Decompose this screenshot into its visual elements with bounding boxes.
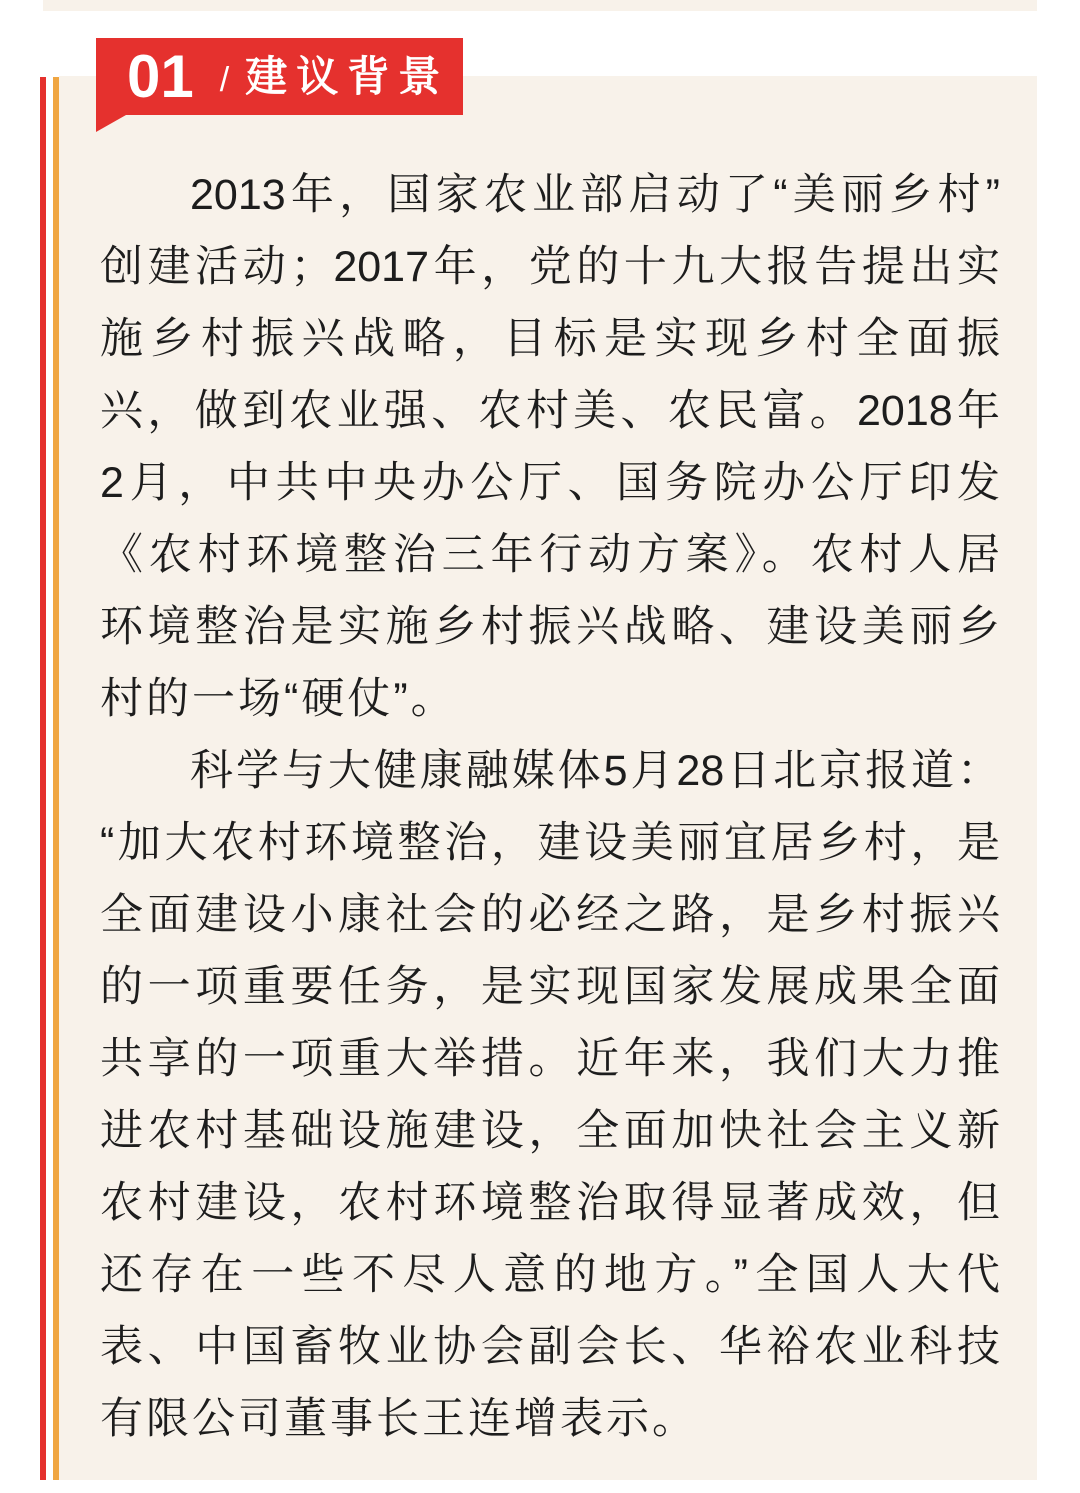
paragraph-line: 村的一场“硬仗”。 [100, 675, 457, 723]
paragraph-line: 《农村环境整治三年行动方案》。农村人居 [100, 531, 1000, 579]
left-accent-line-red [40, 77, 46, 1480]
previous-section-panel-edge [43, 0, 1037, 11]
paragraph-line: 2月，中共中央办公厅、国务院办公厅印发 [100, 459, 1000, 507]
section-number: 01 [127, 42, 194, 110]
paragraph-line: 2013年，国家农业部启动了“美丽乡村” [190, 171, 1000, 219]
paragraph-line: 共享的一项重大举措。近年来，我们大力推 [100, 1035, 1000, 1083]
paragraph-line: “加大农村环境整治，建设美丽宜居乡村，是 [100, 819, 1000, 867]
paragraph-line: 表、中国畜牧业协会副会长、华裕农业科技 [100, 1323, 1000, 1371]
paragraph-line: 科学与大健康融媒体5月28日北京报道： [190, 747, 1000, 795]
paragraph-line: 有限公司董事长王连增表示。 [100, 1395, 698, 1443]
section-header-badge [96, 38, 463, 115]
paragraph-line: 施乡村振兴战略，目标是实现乡村全面振 [100, 315, 1000, 363]
left-accent-line-orange [53, 77, 59, 1480]
article-body [100, 159, 1000, 1455]
paragraph-line: 创建活动；2017年，党的十九大报告提出实 [100, 243, 1000, 291]
paragraph-line: 兴，做到农业强、农村美、农民富。2018年 [100, 387, 1000, 435]
paragraph-line: 的一项重要任务，是实现国家发展成果全面 [100, 963, 1000, 1011]
paragraph-line: 农村建设，农村环境整治取得显著成效，但 [100, 1179, 1000, 1227]
section-separator: / [219, 60, 230, 99]
paragraph-line: 还存在一些不尽人意的地方。”全国人大代 [100, 1251, 1000, 1299]
paragraph-line: 环境整治是实施乡村振兴战略、建设美丽乡 [100, 603, 1000, 651]
section-title: 建议背景 [245, 52, 450, 100]
paragraph-line: 进农村基础设施建设，全面加快社会主义新 [100, 1107, 1000, 1155]
paragraph-line: 全面建设小康社会的必经之路，是乡村振兴 [100, 891, 1000, 939]
